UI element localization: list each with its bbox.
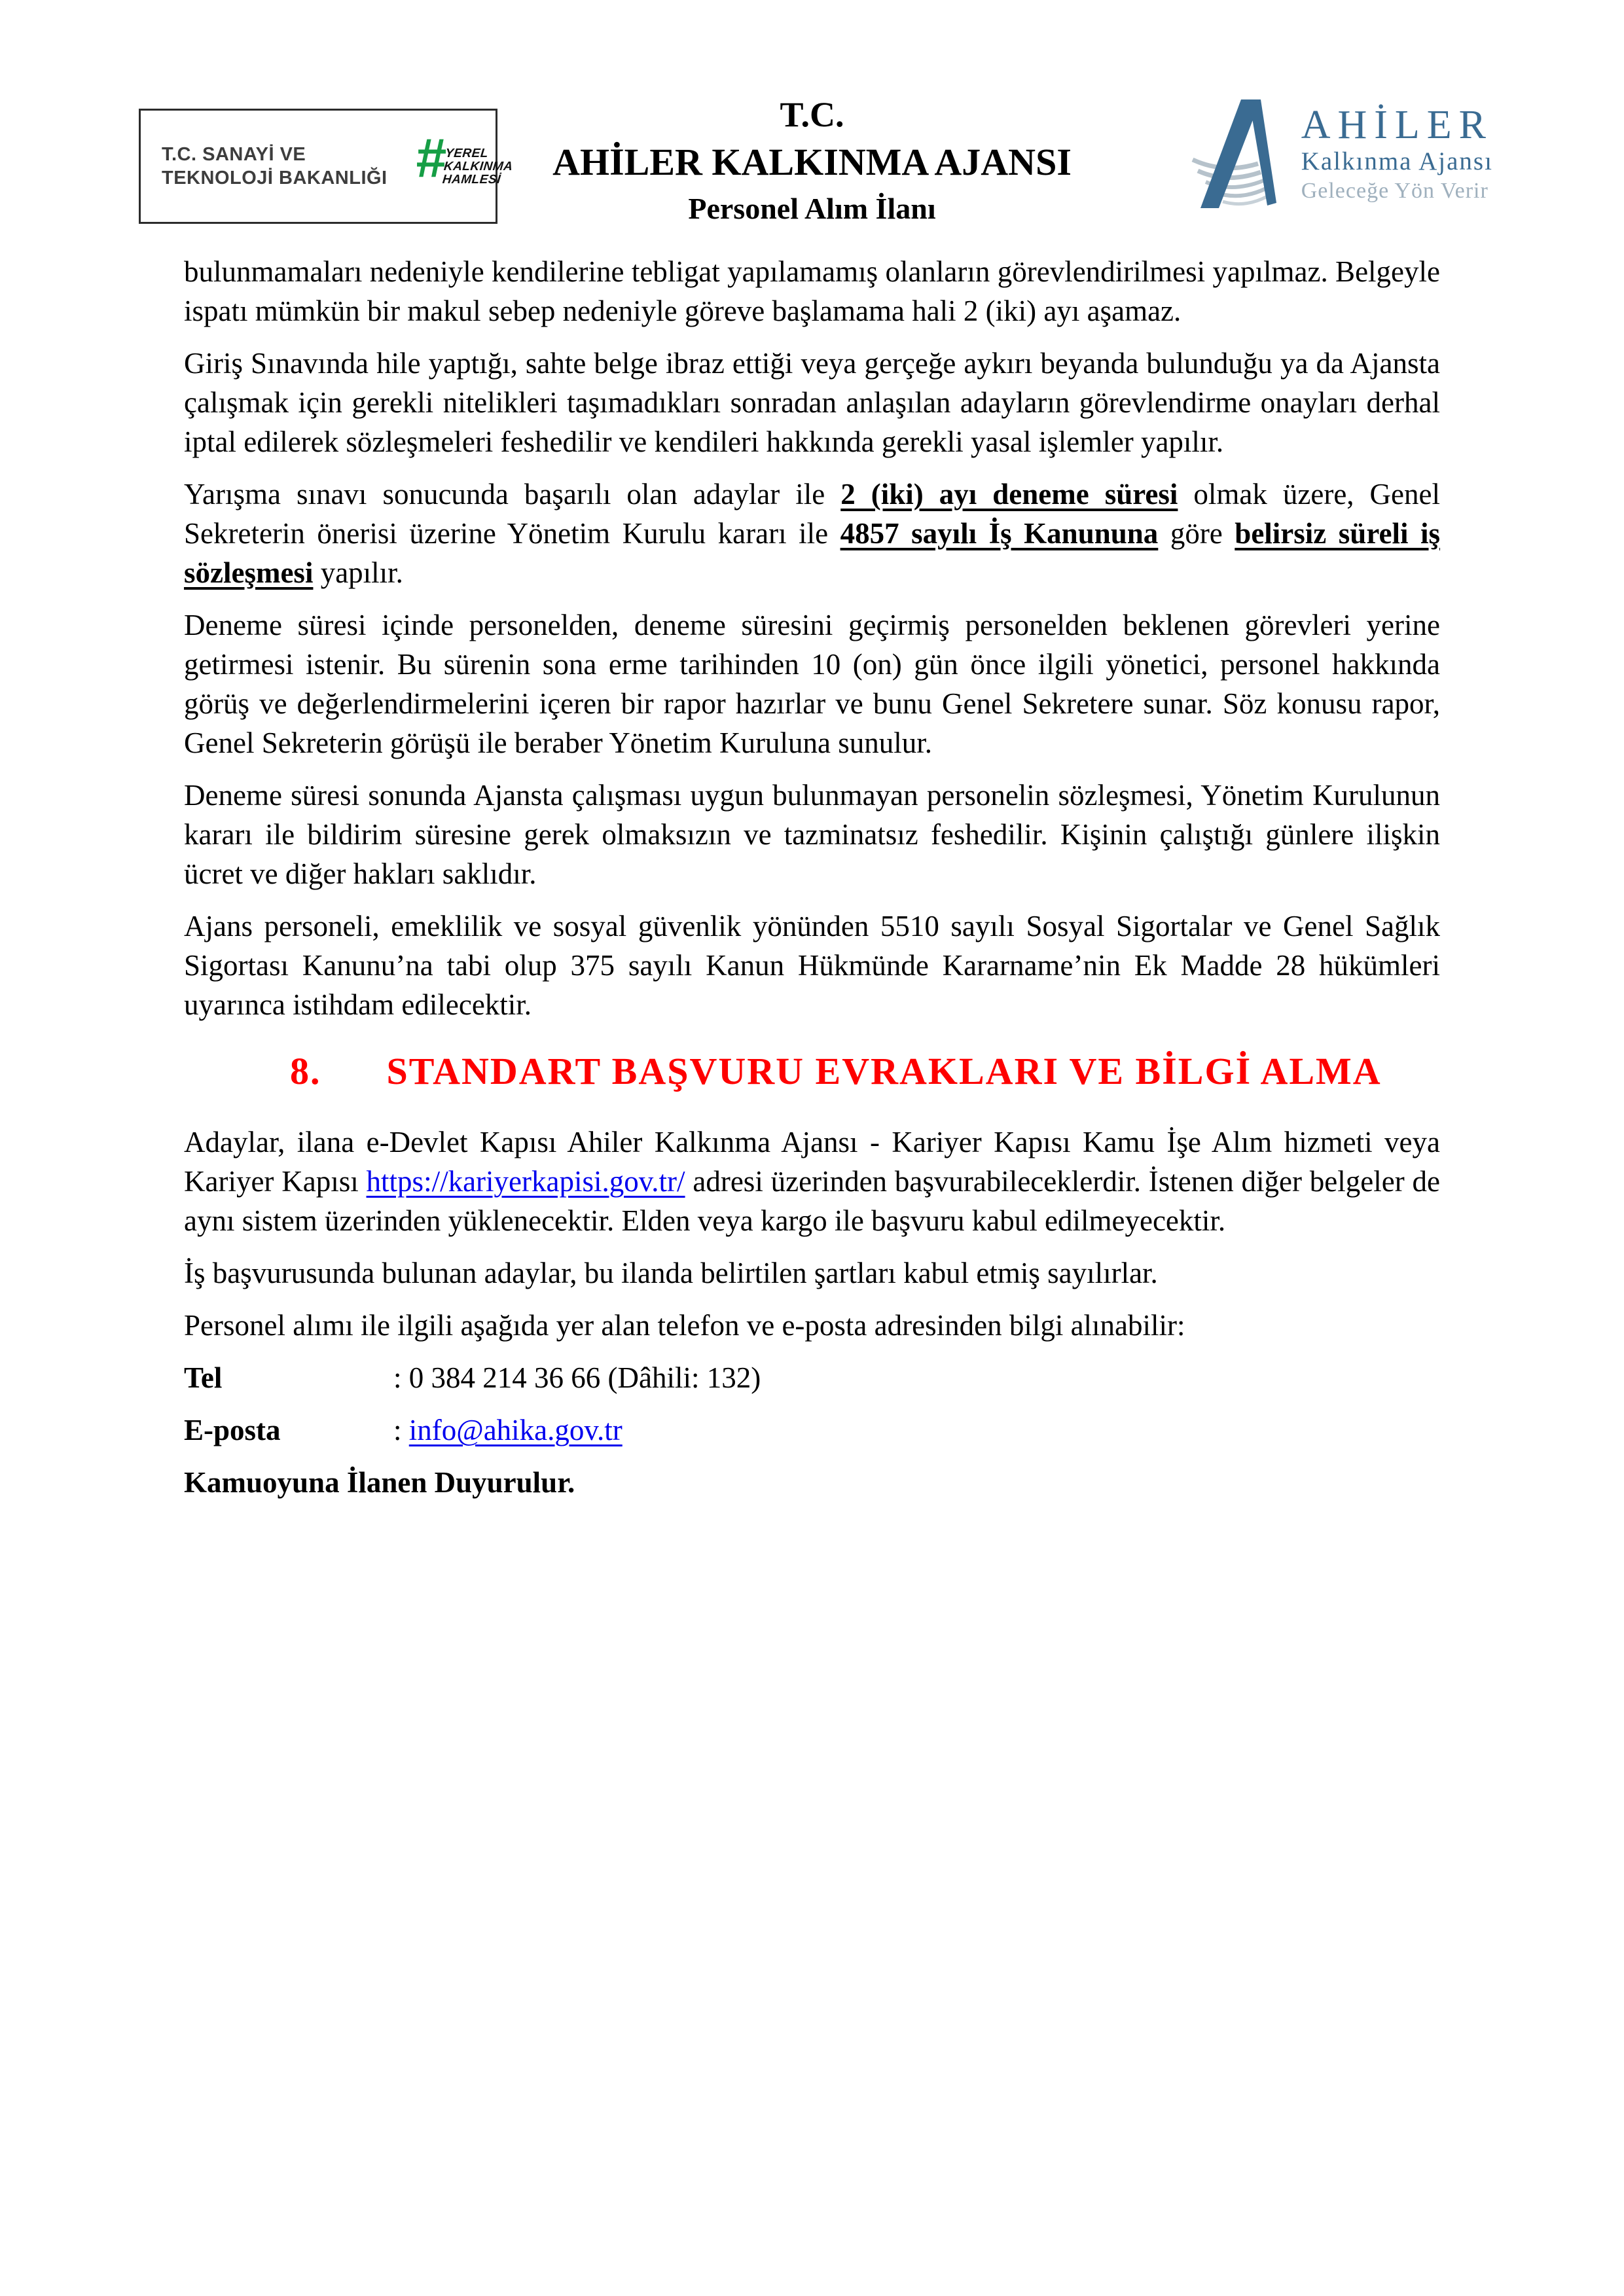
text-run: : 0 384 214 36 66 (Dâhili: 132)	[393, 1361, 761, 1394]
campaign-word-1: YEREL	[444, 147, 490, 160]
paragraph-probation-termination	[184, 776, 1440, 893]
contact-row-email	[184, 1410, 1440, 1450]
contact-label: E-posta	[184, 1414, 281, 1446]
contact-label: Tel	[184, 1361, 223, 1394]
section-title: STANDART BAŞVURU EVRAKLARI VE BİLGİ ALMA	[386, 1050, 1382, 1092]
paragraph-notification	[184, 252, 1440, 331]
text-run: adresi üzerinden başvurabileceklerdir. İstenen diğer belgeler de aynı sistem üzerinden yüklenecektir. Elden veya kargo ile başvuru kabul edilmeyecektir.	[184, 1165, 1441, 1237]
text-run: İş başvurusunda bulunan adaylar, bu ilanda belirtilen şartları kabul etmiş sayılırlar.	[184, 1257, 1158, 1289]
ahiler-logo-subtitle: Kalkınma Ajansı	[1301, 147, 1493, 175]
title-tc: T.C.	[780, 95, 844, 134]
title-agency: AHİLER KALKINMA AJANSI	[552, 141, 1072, 183]
ahiler-logo-text	[1301, 104, 1493, 205]
paragraph-social-security	[184, 906, 1440, 1024]
ahiler-logo-name: AHİLER	[1301, 102, 1493, 147]
section-number: 8.	[290, 1050, 321, 1092]
text-run: 2 (iki) ayı deneme süresi	[840, 478, 1178, 511]
text-run: olmak üzere, Genel Sekreterin önerisi üzerine Yönetim Kurulu kararı ile	[184, 478, 1440, 550]
kariyerkapisi-link[interactable]: https://kariyerkapisi.gov.tr/	[366, 1165, 685, 1198]
document-body	[184, 252, 1440, 1502]
text-run: göre	[1158, 517, 1235, 550]
paragraph-info	[184, 1306, 1440, 1345]
document-header	[0, 0, 1624, 249]
text-run: Ajans personeli, emeklilik ve sosyal güvenlik yönünden 5510 sayılı Sosyal Sigortalar ve Genel Sağlık Sigortası Kanunu’na tabi olup 375 sayılı Kanun Hükmünde Kararname’nin Ek Madde 28 hükümleri uyarınca istihdam edilecektir.	[184, 910, 1440, 1021]
text-run: Yarışma sınavı sonucunda başarılı olan adaylar ile	[184, 478, 841, 511]
ahiler-logo	[1183, 97, 1493, 211]
text-run: Deneme süresi sonunda Ajansta çalışması uygun bulunmayan personelin sözleşmesi, Yönetim Kurulunun kararı ile bildirim süresine gerek olmaksızın ve tazminatsız feshedilir. Kişinin çalıştığı günlere ilişkin ücret ve diğer hakları saklıdır.	[184, 779, 1440, 890]
paragraph-application	[184, 1122, 1440, 1240]
ministry-name	[162, 143, 388, 190]
section-heading-8	[184, 1048, 1440, 1095]
text-run: Giriş Sınavında hile yaptığı, sahte belge ibraz ettiği veya gerçeğe aykırı beyanda bulunduğu ya da Ajansta çalışmak için gerekli nitelikleri taşımadıkları sonradan anlaşılan adayların görevlendirme onayları derhal iptal edilerek sözleşmeleri feshedilir ve kendileri hakkında gerekli yasal işlemler yapılır.	[184, 347, 1440, 458]
text-run: bulunmamaları nedeniyle kendilerine tebligat yapılamamış olanların görevlendirilmesi yapılmaz. Belgeyle ispatı mümkün bir makul sebep nedeniyle göreve başlamama hali 2 (iki) ayı aşamaz.	[184, 255, 1440, 327]
paragraph-fraud	[184, 344, 1440, 461]
hashtag-icon: #	[416, 127, 447, 188]
ahiler-monogram-icon	[1183, 97, 1295, 211]
title-block	[485, 93, 1140, 229]
text-run: :	[393, 1414, 409, 1446]
closing-statement: Kamuoyuna İlanen Duyurulur.	[184, 1466, 575, 1499]
paragraph-acceptance	[184, 1253, 1440, 1293]
ahiler-logo-tagline: Geleceğe Yön Verir	[1301, 178, 1489, 203]
text-run: yapılır.	[313, 556, 403, 589]
ministry-name-line1: T.C. SANAYİ VE	[162, 144, 306, 165]
text-run: Adaylar, ilana e-Devlet Kapısı Ahiler Kalkınma Ajansı - Kariyer Kapısı Kamu İşe Alım hizmeti veya Kariyer Kapısı	[184, 1126, 1440, 1198]
ministry-name-line2: TEKNOLOJİ BAKANLIĞI	[162, 168, 388, 188]
campaign-word-2: KALKINMA	[443, 160, 514, 173]
text-run: Deneme süresi içinde personelden, deneme süresini geçirmiş personelden beklenen görevleri yerine getirmesi istenir. Bu sürenin sona erme tarihinden 10 (on) gün önce ilgili yönetici, personel hakkında görüş ve değerlendirmelerini içeren bir rapor hazırlar ve bunu Genel Sekretere sunar. Söz konusu rapor, Genel Sekreterin görüşü ile beraber Yönetim Kuruluna sunulur.	[184, 609, 1440, 759]
title-subtitle: Personel Alım İlanı	[688, 192, 936, 225]
ministry-logo-box	[139, 109, 514, 224]
email-link[interactable]: info@ahika.gov.tr	[408, 1414, 623, 1446]
contact-row-tel	[184, 1358, 1440, 1397]
text-run: belirsiz süreli iş sözleşmesi	[184, 517, 1440, 589]
text-run: 4857 sayılı İş Kanununa	[840, 517, 1159, 550]
paragraph-contract	[184, 475, 1440, 592]
paragraph-probation-report	[184, 605, 1440, 762]
text-run: Personel alımı ile ilgili aşağıda yer alan telefon ve e-posta adresinden bilgi alınabilir:	[184, 1309, 1185, 1342]
campaign-word-3: HAMLESİ	[442, 173, 502, 187]
